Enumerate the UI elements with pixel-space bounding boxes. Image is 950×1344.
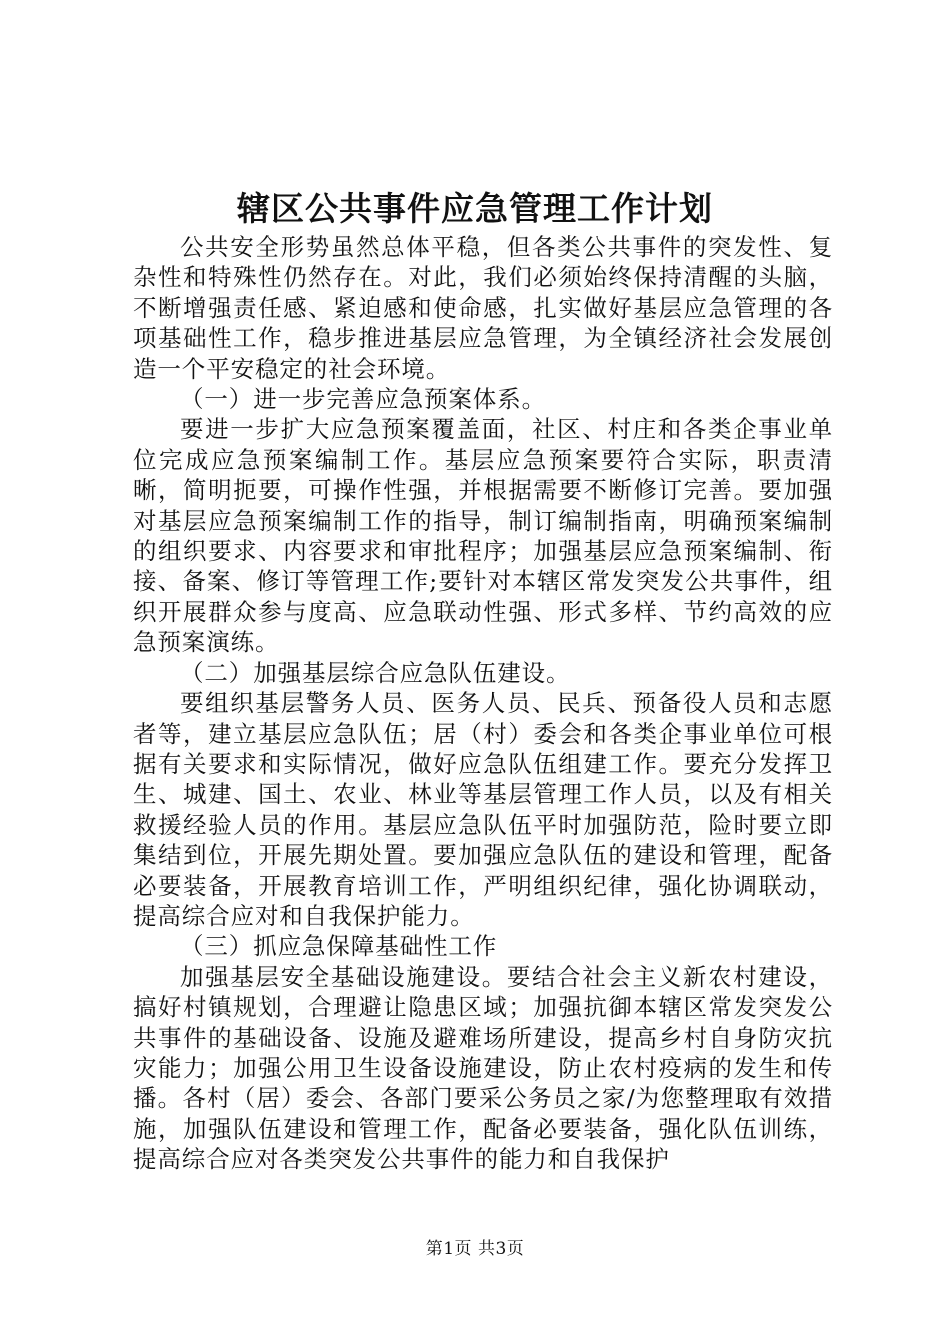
section-heading-2: （二）加强基层综合应急队伍建设。 xyxy=(180,658,571,687)
section-heading-1: （一）进一步完善应急预案体系。 xyxy=(180,385,546,414)
section-paragraph-1: 要进一步扩大应急预案覆盖面，社区、村庄和各类企事业单位完成应急预案编制工作。基层应急预案要符合实际，职责清晰，简明扼要，可操作性强，并根据需要不断修订完善。要加强对基层应急预案编制工作的指导，制订编制指南，明确预案编制的组织要求、内容要求和审批程序；加强基层应急预案编制、衔接、备案、修订等管理工作;要针对本辖区常发突发公共事件，组织开展群众参与度高、应急联动性强、形式多样、节约高效的应急预案演练。 xyxy=(133,415,833,657)
section-paragraph-3: 加强基层安全基础设施建设。要结合社会主义新农村建设，搞好村镇规划，合理避让隐患区域；加强抗御本辖区常发突发公共事件的基础设备、设施及避难场所建设，提高乡村自身防灾抗灾能力；加强公用卫生设备设施建设，防止农村疫病的发生和传播。各村（居）委会、各部门要采公务员之家/为您整理取有效措施，加强队伍建设和管理工作，配备必要装备，强化队伍训练，提高综合应对各类突发公共事件的能力和自我保护 xyxy=(133,962,833,1174)
document-title: 辖区公共事件应急管理工作计划 xyxy=(237,189,713,228)
intro-paragraph: 公共安全形势虽然总体平稳，但各类公共事件的突发性、复杂性和特殊性仍然存在。对此，我们必须始终保持清醒的头脑，不断增强责任感、紧迫感和使命感，扎实做好基层应急管理的各项基础性工作，稳步推进基层应急管理，为全镇经济社会发展创造一个平安稳定的社会环境。 xyxy=(133,233,833,383)
page-number-footer: 第1页 共3页 xyxy=(425,1239,525,1259)
document-body xyxy=(133,232,833,1175)
section-heading-3: （三）抓应急保障基础性工作 xyxy=(180,932,498,961)
section-paragraph-2: 要组织基层警务人员、医务人员、民兵、预备役人员和志愿者等，建立基层应急队伍；居（村）委会和各类企事业单位可根据有关要求和实际情况，做好应急队伍组建工作。要充分发挥卫生、城建、国土、农业、林业等基层管理工作人员，以及有相关救援经验人员的作用。基层应急队伍平时加强防范，险时要立即集结到位，开展先期处置。要加强应急队伍的建设和管理，配备必要装备，开展教育培训工作，严明组织纪律，强化协调联动，提高综合应对和自我保护能力。 xyxy=(133,689,833,930)
